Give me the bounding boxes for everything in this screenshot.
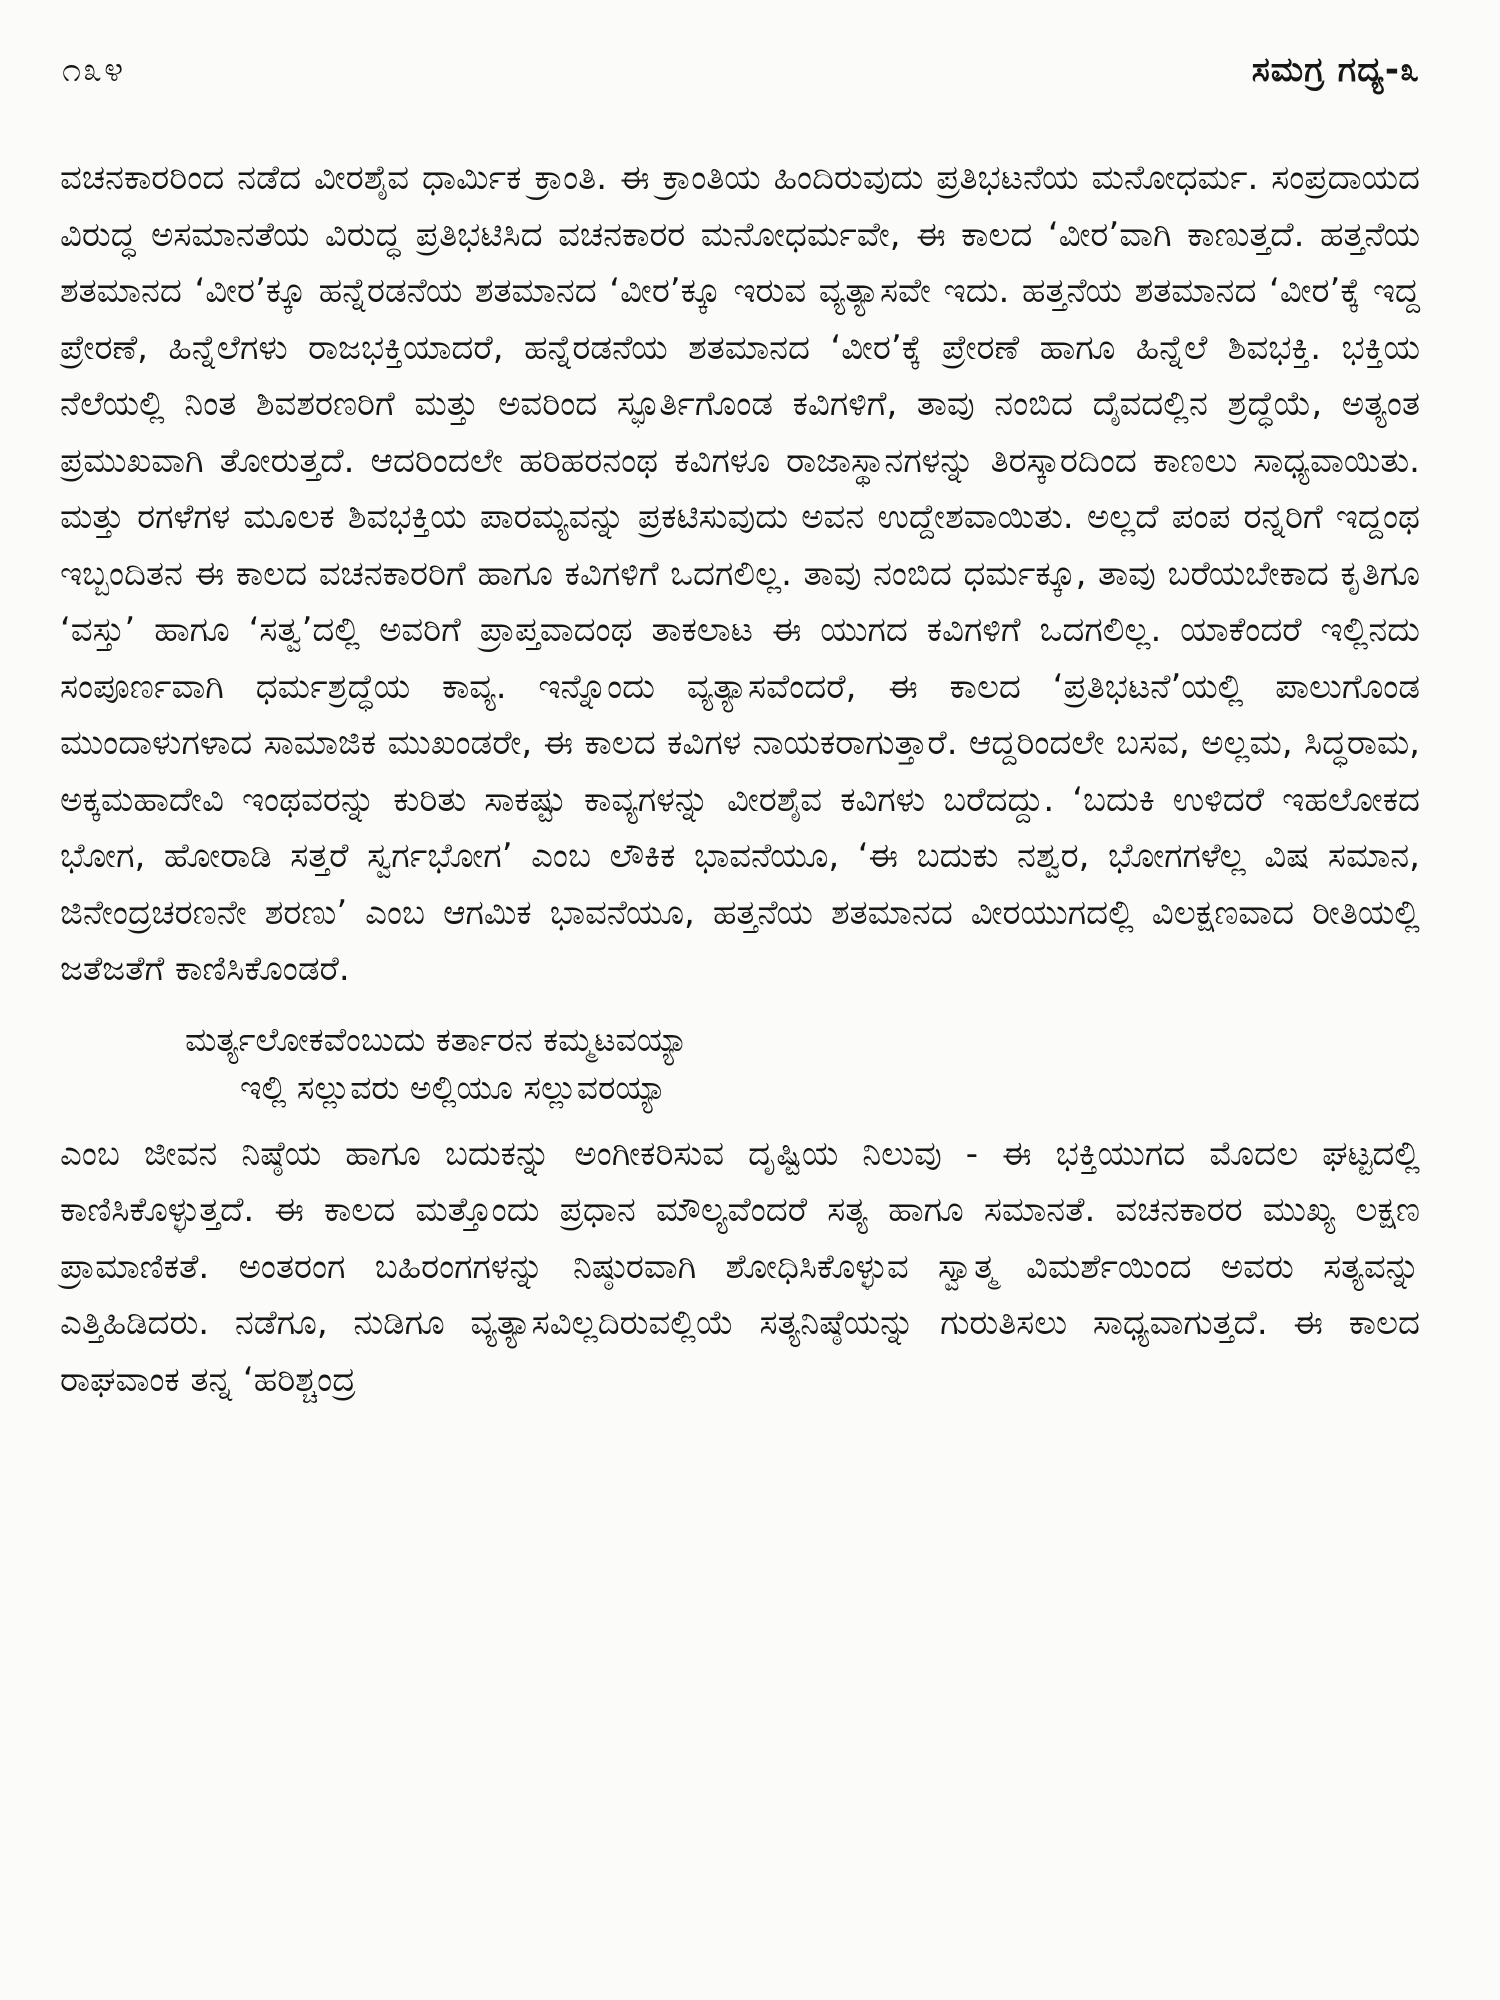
page-number: ೧೩೪ [62, 50, 126, 90]
verse-quote [60, 1016, 1420, 1112]
paragraph-2: ಎಂಬ ಜೀವನ ನಿಷ್ಠೆಯ ಹಾಗೂ ಬದುಕನ್ನು ಅಂಗೀಕರಿಸುವ ದೃಷ್ಟಿಯ ನಿಲುವು - ಈ ಭಕ್ತಿಯುಗದ ಮೊದಲ ಘಟ್ಟದಲ್ಲಿ ಕಾಣಿಸಿಕೊಳ್ಳುತ್ತದೆ. ಈ ಕಾಲದ ಮತ್ತೊಂದು ಪ್ರಧಾನ ಮೌಲ್ಯವೆಂದರೆ ಸತ್ಯ ಹಾಗೂ ಸಮಾನತೆ. ವಚನಕಾರರ ಮುಖ್ಯ ಲಕ್ಷಣ ಪ್ರಾಮಾಣಿಕತೆ. ಅಂತರಂಗ ಬಹಿರಂಗಗಳನ್ನು ನಿಷ್ಠುರವಾಗಿ ಶೋಧಿಸಿಕೊಳ್ಳುವ ಸ್ವಾತ್ಮ ವಿಮರ್ಶೆಯಿಂದ ಅವರು ಸತ್ಯವನ್ನು ಎತ್ತಿಹಿಡಿದರು. ನಡೆಗೂ, ನುಡಿಗೂ ವ್ಯತ್ಯಾಸವಿಲ್ಲದಿರುವಲ್ಲಿಯೆ ಸತ್ಯನಿಷ್ಠೆಯನ್ನು ಗುರುತಿಸಲು ಸಾಧ್ಯವಾಗುತ್ತದೆ. ಈ ಕಾಲದ ರಾಘವಾಂಕ ತನ್ನ ‘ಹರಿಶ್ಚಂದ್ರ [60, 1133, 1420, 1400]
verse-line-2: ಇಲ್ಲಿ ಸಲ್ಲುವರು ಅಲ್ಲಿಯೂ ಸಲ್ಲುವರಯ್ಯಾ [240, 1067, 667, 1107]
paragraph-1: ವಚನಕಾರರಿಂದ ನಡೆದ ವೀರಶೈವ ಧಾರ್ಮಿಕ ಕ್ರಾಂತಿ. ಈ ಕ್ರಾಂತಿಯ ಹಿಂದಿರುವುದು ಪ್ರತಿಭಟನೆಯ ಮನೋಧರ್ಮ. ಸಂಪ್ರದಾಯದ ವಿರುದ್ಧ ಅಸಮಾನತೆಯ ವಿರುದ್ಧ ಪ್ರತಿಭಟಿಸಿದ ವಚನಕಾರರ ಮನೋಧರ್ಮವೇ, ಈ ಕಾಲದ ‘ವೀರ’ವಾಗಿ ಕಾಣುತ್ತದೆ. ಹತ್ತನೆಯ ಶತಮಾನದ ‘ವೀರ’ಕ್ಕೂ ಹನ್ನೆರಡನೆಯ ಶತಮಾನದ ‘ವೀರ’ಕ್ಕೂ ಇರುವ ವ್ಯತ್ಯಾಸವೇ ಇದು. ಹತ್ತನೆಯ ಶತಮಾನದ ‘ವೀರ’ಕ್ಕೆ ಇದ್ದ ಪ್ರೇರಣೆ, ಹಿನ್ನೆಲೆಗಳು ರಾಜಭಕ್ತಿಯಾದರೆ, ಹನ್ನೆರಡನೆಯ ಶತಮಾನದ ‘ವೀರ’ಕ್ಕೆ ಪ್ರೇರಣೆ ಹಾಗೂ ಹಿನ್ನೆಲೆ ಶಿವಭಕ್ತಿ. ಭಕ್ತಿಯ ನೆಲೆಯಲ್ಲಿ ನಿಂತ ಶಿವಶರಣರಿಗೆ ಮತ್ತು ಅವರಿಂದ ಸ್ಫೂರ್ತಿಗೊಂಡ ಕವಿಗಳಿಗೆ, ತಾವು ನಂಬಿದ ದೈವದಲ್ಲಿನ ಶ್ರದ್ಧೆಯೆ, ಅತ್ಯಂತ ಪ್ರಮುಖವಾಗಿ ತೋರುತ್ತದೆ. ಆದರಿಂದಲೇ ಹರಿಹರನಂಥ ಕವಿಗಳೂ ರಾಜಾಸ್ಥಾನಗಳನ್ನು ತಿರಸ್ಕಾರದಿಂದ ಕಾಣಲು ಸಾಧ್ಯವಾಯಿತು. ಮತ್ತು ರಗಳೆಗಳ ಮೂಲಕ ಶಿವಭಕ್ತಿಯ ಪಾರಮ್ಯವನ್ನು ಪ್ರಕಟಿಸುವುದು ಅವನ ಉದ್ದೇಶವಾಯಿತು. ಅಲ್ಲದೆ ಪಂಪ ರನ್ನರಿಗೆ ಇದ್ದಂಥ ಇಬ್ಬಂದಿತನ ಈ ಕಾಲದ ವಚನಕಾರರಿಗೆ ಹಾಗೂ ಕವಿಗಳಿಗೆ ಒದಗಲಿಲ್ಲ. ತಾವು ನಂಬಿದ ಧರ್ಮಕ್ಕೂ, ತಾವು ಬರೆಯಬೇಕಾದ ಕೃತಿಗೂ ‘ವಸ್ತು’ ಹಾಗೂ ‘ಸತ್ವ’ದಲ್ಲಿ ಅವರಿಗೆ ಪ್ರಾಪ್ತವಾದಂಥ ತಾಕಲಾಟ ಈ ಯುಗದ ಕವಿಗಳಿಗೆ ಒದಗಲಿಲ್ಲ. ಯಾಕೆಂದರೆ ಇಲ್ಲಿನದು ಸಂಪೂರ್ಣವಾಗಿ ಧರ್ಮಶ್ರದ್ಧೆಯ ಕಾವ್ಯ. ಇನ್ನೊಂದು ವ್ಯತ್ಯಾಸವೆಂದರೆ, ಈ ಕಾಲದ ‘ಪ್ರತಿಭಟನೆ’ಯಲ್ಲಿ ಪಾಲುಗೊಂಡ ಮುಂದಾಳುಗಳಾದ ಸಾಮಾಜಿಕ ಮುಖಂಡರೇ, ಈ ಕಾಲದ ಕವಿಗಳ ನಾಯಕರಾಗುತ್ತಾರೆ. ಆದ್ದರಿಂದಲೇ ಬಸವ, ಅಲ್ಲಮ, ಸಿದ್ಧರಾಮ, ಅಕ್ಕಮಹಾದೇವಿ ಇಂಥವರನ್ನು ಕುರಿತು ಸಾಕಷ್ಟು ಕಾವ್ಯಗಳನ್ನು ವೀರಶೈವ ಕವಿಗಳು ಬರೆದದ್ದು. ‘ಬದುಕಿ ಉಳಿದರೆ ಇಹಲೋಕದ ಭೋಗ, ಹೋರಾಡಿ ಸತ್ತರೆ ಸ್ವರ್ಗಭೋಗ’ ಎಂಬ ಲೌಕಿಕ ಭಾವನೆಯೂ, ‘ಈ ಬದುಕು ನಶ್ವರ, ಭೋಗಗಳೆಲ್ಲ ವಿಷ ಸಮಾನ, ಜಿನೇಂದ್ರಚರಣನೇ ಶರಣು’ ಎಂಬ ಆಗಮಿಕ ಭಾವನೆಯೂ, ಹತ್ತನೆಯ ಶತಮಾನದ ವೀರಯುಗದಲ್ಲಿ ವಿಲಕ್ಷಣವಾದ ರೀತಿಯಲ್ಲಿ ಜತೆಜತೆಗೆ ಕಾಣಿಸಿಕೊಂಡರೆ. [60, 158, 1420, 989]
page-header [60, 50, 1420, 120]
verse-line-1: ಮರ್ತ್ಯಲೋಕವೆಂಬುದು ಕರ್ತಾರನ ಕಮ್ಮಟವಯ್ಯಾ [185, 1019, 689, 1059]
running-head: ಸಮಗ್ರ ಗದ್ಯ-೩ [1251, 50, 1420, 90]
